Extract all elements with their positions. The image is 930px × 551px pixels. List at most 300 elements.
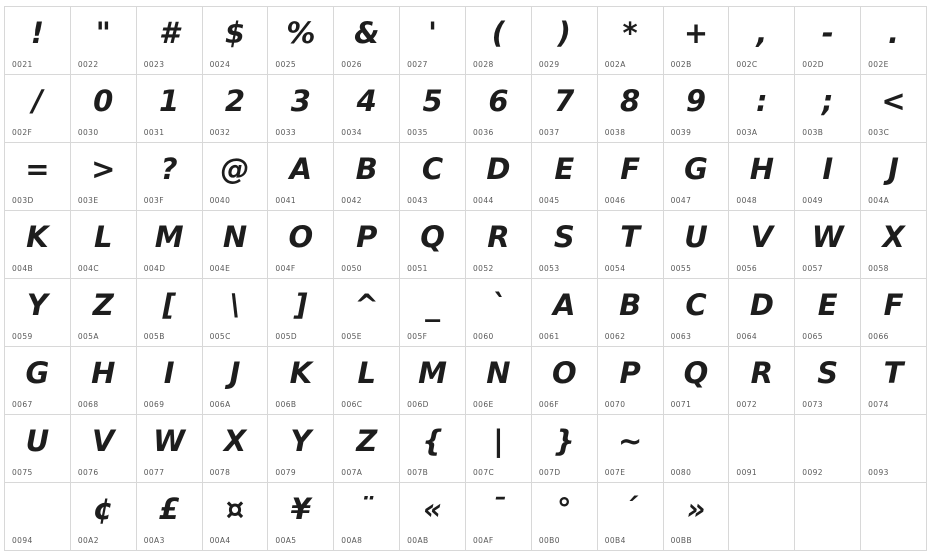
glyph-codepoint: 0031: [143, 128, 165, 137]
glyph-cell[interactable]: [71, 279, 137, 347]
glyph-cell[interactable]: [466, 415, 532, 483]
glyph-codepoint: 0051: [407, 264, 428, 273]
glyph-cell[interactable]: [334, 415, 400, 483]
glyph-cell[interactable]: [137, 347, 203, 415]
glyph-character: [861, 487, 926, 531]
glyph-cell[interactable]: [268, 279, 334, 347]
glyph-cell[interactable]: [795, 279, 861, 347]
glyph-character: |: [493, 424, 504, 458]
glyph-cell[interactable]: [334, 75, 400, 143]
glyph-character: Y: [26, 288, 48, 322]
glyph-codepoint: 0039: [670, 128, 692, 137]
glyph-codepoint: 0079: [275, 468, 297, 477]
glyph-cell[interactable]: [268, 415, 334, 483]
glyph-codepoint: 0036: [472, 128, 494, 137]
glyph-character: Y: [290, 424, 312, 458]
glyph-character: #: [159, 16, 180, 50]
glyph-codepoint: 0069: [143, 400, 165, 409]
glyph-cell[interactable]: [466, 143, 532, 211]
glyph-cell[interactable]: [137, 143, 203, 211]
glyph-character: L: [94, 220, 113, 254]
glyph-cell[interactable]: [795, 143, 861, 211]
glyph-codepoint: 00A4: [209, 536, 231, 545]
glyph-codepoint: 0053: [538, 264, 560, 273]
glyph-cell[interactable]: [466, 279, 532, 347]
glyph-character: B: [619, 288, 642, 322]
glyph-character: £: [159, 492, 180, 526]
glyph-cell[interactable]: [71, 143, 137, 211]
glyph-character: &: [354, 16, 380, 50]
glyph-character: 4: [356, 84, 377, 118]
glyph-character: ": [95, 16, 111, 50]
glyph-character: -: [821, 16, 834, 50]
glyph-codepoint: 00AB: [407, 536, 429, 545]
glyph-cell[interactable]: [400, 211, 466, 279]
glyph-cell[interactable]: [729, 143, 795, 211]
glyph-cell[interactable]: [861, 415, 927, 483]
glyph-cell[interactable]: [598, 279, 664, 347]
glyph-cell[interactable]: [400, 75, 466, 143]
glyph-character: O: [288, 220, 314, 254]
glyph-character: W: [153, 424, 186, 458]
glyph-codepoint: 00A8: [341, 536, 363, 545]
glyph-codepoint: 002F: [12, 128, 33, 137]
glyph-cell[interactable]: [400, 279, 466, 347]
glyph-character: P: [619, 356, 641, 390]
glyph-codepoint: 004E: [209, 264, 231, 273]
glyph-cell[interactable]: [729, 211, 795, 279]
glyph-character: ^: [354, 288, 379, 322]
glyph-character: K: [289, 356, 313, 390]
glyph-cell[interactable]: [400, 415, 466, 483]
glyph-character: P: [356, 220, 378, 254]
glyph-codepoint: 0076: [77, 468, 99, 477]
glyph-character: V: [92, 424, 115, 458]
glyph-codepoint: 00A5: [275, 536, 297, 545]
glyph-cell[interactable]: [664, 415, 730, 483]
glyph-character: G: [25, 356, 50, 390]
glyph-cell[interactable]: [466, 211, 532, 279]
glyph-codepoint: 002D: [802, 60, 824, 69]
glyph-cell[interactable]: [664, 483, 730, 551]
glyph-character: ): [557, 16, 571, 50]
glyph-codepoint: 0043: [407, 196, 428, 205]
glyph-codepoint: 003A: [736, 128, 758, 137]
glyph-codepoint: 0033: [275, 128, 297, 137]
glyph-cell[interactable]: [532, 347, 598, 415]
glyph-codepoint: 0049: [802, 196, 823, 205]
glyph-codepoint: 005D: [275, 332, 298, 341]
glyph-codepoint: 0094: [12, 536, 33, 545]
glyph-cell[interactable]: [71, 415, 137, 483]
glyph-cell[interactable]: [137, 75, 203, 143]
glyph-character: T: [883, 356, 904, 390]
glyph-cell[interactable]: [5, 279, 71, 347]
glyph-codepoint: 0062: [604, 332, 626, 341]
glyph-cell[interactable]: [71, 211, 137, 279]
glyph-cell[interactable]: [203, 415, 269, 483]
glyph-codepoint: 0077: [143, 468, 165, 477]
glyph-codepoint: 002E: [868, 60, 889, 69]
glyph-character: [795, 487, 860, 531]
glyph-character: Z: [356, 424, 378, 458]
glyph-character: ,: [756, 16, 768, 50]
glyph-cell[interactable]: [664, 7, 730, 75]
glyph-codepoint: 0064: [736, 332, 758, 341]
glyph-character: «: [423, 492, 442, 526]
glyph-cell[interactable]: [5, 75, 71, 143]
glyph-cell[interactable]: [598, 143, 664, 211]
glyph-cell[interactable]: [729, 347, 795, 415]
glyph-cell[interactable]: [268, 75, 334, 143]
glyph-cell[interactable]: [598, 211, 664, 279]
glyph-codepoint: 007A: [341, 468, 363, 477]
glyph-character: +: [683, 16, 709, 50]
glyph-cell[interactable]: [137, 7, 203, 75]
glyph-character: V: [750, 220, 774, 254]
glyph-cell[interactable]: [729, 279, 795, 347]
glyph-character: G: [684, 152, 708, 186]
glyph-character: [795, 419, 860, 463]
glyph-codepoint: 0092: [802, 468, 823, 477]
glyph-cell[interactable]: [400, 7, 466, 75]
glyph-character: X: [882, 220, 905, 254]
glyph-cell[interactable]: [795, 211, 861, 279]
glyph-character: <: [881, 84, 906, 118]
glyph-character: N: [486, 356, 511, 390]
glyph-character: Q: [420, 220, 445, 254]
glyph-codepoint: 0070: [604, 400, 626, 409]
glyph-cell[interactable]: [598, 75, 664, 143]
glyph-character: J: [888, 152, 899, 186]
glyph-codepoint: 006F: [538, 400, 560, 409]
glyph-cell[interactable]: [71, 347, 137, 415]
glyph-cell[interactable]: [268, 7, 334, 75]
glyph-cell[interactable]: [532, 7, 598, 75]
glyph-character: ¥: [290, 492, 311, 526]
glyph-codepoint: 004B: [12, 264, 34, 273]
glyph-character: ?: [160, 152, 178, 186]
glyph-character: F: [883, 288, 904, 322]
glyph-codepoint: 0066: [868, 332, 889, 341]
glyph-character: 1: [159, 84, 180, 118]
glyph-codepoint: 0080: [670, 468, 692, 477]
glyph-character: I: [822, 152, 834, 186]
glyph-codepoint: 0065: [802, 332, 823, 341]
glyph-cell[interactable]: [334, 211, 400, 279]
glyph-character: D: [486, 152, 511, 186]
glyph-cell[interactable]: [532, 75, 598, 143]
glyph-character: M: [154, 220, 184, 254]
glyph-cell[interactable]: [466, 75, 532, 143]
glyph-character: 5: [422, 84, 443, 118]
glyph-codepoint: 00A2: [77, 536, 99, 545]
glyph-cell[interactable]: [861, 75, 927, 143]
glyph-character: /: [32, 84, 43, 118]
glyph-character: 7: [554, 84, 575, 118]
glyph-cell[interactable]: [5, 415, 71, 483]
glyph-character: [5, 487, 70, 531]
glyph-codepoint: 0026: [341, 60, 362, 69]
glyph-character: .: [888, 16, 900, 50]
glyph-codepoint: 004D: [143, 264, 166, 273]
glyph-cell[interactable]: [334, 279, 400, 347]
glyph-codepoint: 0041: [275, 196, 297, 205]
glyph-cell-empty: [729, 483, 795, 551]
glyph-cell[interactable]: [664, 347, 730, 415]
glyph-cell[interactable]: [664, 75, 730, 143]
glyph-codepoint: 0054: [604, 264, 626, 273]
glyph-cell[interactable]: [334, 483, 400, 551]
glyph-codepoint: 006C: [341, 400, 363, 409]
glyph-cell[interactable]: [268, 483, 334, 551]
glyph-codepoint: 004F: [275, 264, 296, 273]
glyph-grid: [4, 6, 927, 551]
glyph-codepoint: 007E: [604, 468, 626, 477]
glyph-cell[interactable]: [664, 211, 730, 279]
glyph-character: K: [26, 220, 49, 254]
glyph-cell[interactable]: [5, 211, 71, 279]
glyph-cell[interactable]: [861, 143, 927, 211]
glyph-character: [861, 419, 926, 463]
glyph-codepoint: 00B0: [538, 536, 560, 545]
glyph-cell[interactable]: [268, 347, 334, 415]
glyph-cell[interactable]: [334, 347, 400, 415]
glyph-cell[interactable]: [203, 143, 269, 211]
glyph-codepoint: 0038: [604, 128, 626, 137]
glyph-character: 9: [685, 84, 707, 118]
glyph-character: }: [553, 424, 575, 458]
glyph-cell[interactable]: [137, 211, 203, 279]
glyph-cell[interactable]: [137, 483, 203, 551]
glyph-codepoint: 0037: [538, 128, 560, 137]
glyph-cell[interactable]: [334, 7, 400, 75]
glyph-codepoint: 0073: [802, 400, 823, 409]
glyph-cell[interactable]: [466, 7, 532, 75]
glyph-codepoint: 0060: [472, 332, 494, 341]
glyph-codepoint: 0071: [670, 400, 692, 409]
glyph-character: H: [749, 152, 774, 186]
glyph-cell[interactable]: [532, 415, 598, 483]
glyph-cell[interactable]: [664, 143, 730, 211]
glyph-character: °: [557, 492, 572, 526]
glyph-codepoint: 007B: [407, 468, 429, 477]
glyph-character: R: [487, 220, 510, 254]
glyph-cell[interactable]: [203, 75, 269, 143]
glyph-codepoint: 0046: [604, 196, 626, 205]
glyph-character: I: [163, 356, 175, 390]
glyph-character: [729, 487, 794, 531]
glyph-cell[interactable]: [729, 415, 795, 483]
glyph-codepoint: 0056: [736, 264, 758, 273]
glyph-character: ~: [617, 424, 643, 458]
glyph-cell[interactable]: [203, 347, 269, 415]
glyph-character: O: [551, 356, 577, 390]
glyph-codepoint: 00A3: [143, 536, 165, 545]
glyph-codepoint: 003F: [143, 196, 164, 205]
glyph-codepoint: 0057: [802, 264, 823, 273]
glyph-character: :: [756, 84, 768, 118]
glyph-codepoint: 0072: [736, 400, 758, 409]
glyph-cell[interactable]: [664, 279, 730, 347]
glyph-cell[interactable]: [5, 143, 71, 211]
glyph-character: ¤: [225, 492, 245, 526]
glyph-character: ]: [294, 288, 308, 322]
glyph-cell-empty: [861, 483, 927, 551]
glyph-cell[interactable]: [598, 7, 664, 75]
glyph-cell[interactable]: [861, 279, 927, 347]
glyph-character: `: [491, 288, 506, 322]
glyph-cell[interactable]: [5, 7, 71, 75]
glyph-codepoint: 003E: [77, 196, 99, 205]
glyph-cell[interactable]: [71, 483, 137, 551]
glyph-codepoint: 0024: [209, 60, 231, 69]
glyph-codepoint: 0022: [77, 60, 99, 69]
glyph-character: »: [686, 492, 706, 526]
glyph-character: C: [421, 152, 444, 186]
glyph-character: W: [811, 220, 844, 254]
glyph-codepoint: 006B: [275, 400, 297, 409]
glyph-codepoint: 00BB: [670, 536, 692, 545]
glyph-cell[interactable]: [795, 415, 861, 483]
glyph-cell[interactable]: [137, 279, 203, 347]
glyph-codepoint: 006E: [472, 400, 494, 409]
glyph-cell[interactable]: [795, 75, 861, 143]
glyph-codepoint: 0045: [538, 196, 560, 205]
glyph-codepoint: 0032: [209, 128, 231, 137]
glyph-codepoint: 002B: [670, 60, 692, 69]
glyph-character: ': [428, 16, 437, 50]
glyph-character: A: [553, 288, 576, 322]
glyph-codepoint: 0075: [12, 468, 33, 477]
glyph-codepoint: 0058: [868, 264, 889, 273]
glyph-cell[interactable]: [400, 143, 466, 211]
glyph-cell[interactable]: [532, 483, 598, 551]
glyph-character: H: [91, 356, 116, 390]
glyph-character: ¨: [359, 492, 374, 526]
glyph-character: E: [554, 152, 575, 186]
glyph-character: E: [817, 288, 838, 322]
glyph-cell[interactable]: [268, 143, 334, 211]
glyph-codepoint: 0021: [12, 60, 33, 69]
glyph-character: 6: [488, 84, 509, 118]
glyph-cell[interactable]: [400, 347, 466, 415]
glyph-codepoint: 0028: [472, 60, 494, 69]
glyph-character: D: [749, 288, 774, 322]
glyph-cell[interactable]: [795, 347, 861, 415]
glyph-character: *: [622, 16, 638, 50]
glyph-character: [729, 419, 794, 463]
glyph-cell[interactable]: [268, 211, 334, 279]
glyph-cell[interactable]: [203, 211, 269, 279]
glyph-character: %: [286, 16, 316, 50]
glyph-cell-empty: [795, 483, 861, 551]
glyph-codepoint: 0023: [143, 60, 165, 69]
glyph-cell[interactable]: [466, 347, 532, 415]
glyph-cell[interactable]: [729, 7, 795, 75]
glyph-character: 3: [290, 84, 311, 118]
glyph-character: Q: [683, 356, 709, 390]
glyph-codepoint: 0048: [736, 196, 758, 205]
glyph-codepoint: 0044: [472, 196, 494, 205]
glyph-character: A: [289, 152, 313, 186]
glyph-cell[interactable]: [598, 483, 664, 551]
glyph-cell[interactable]: [400, 483, 466, 551]
glyph-codepoint: 0034: [341, 128, 362, 137]
glyph-codepoint: 006A: [209, 400, 231, 409]
glyph-character: J: [229, 356, 241, 390]
glyph-codepoint: 0055: [670, 264, 692, 273]
glyph-cell[interactable]: [203, 7, 269, 75]
glyph-character: X: [223, 424, 247, 458]
glyph-codepoint: 0029: [538, 60, 560, 69]
glyph-cell[interactable]: [532, 143, 598, 211]
glyph-codepoint: 0059: [12, 332, 33, 341]
glyph-codepoint: 004A: [868, 196, 890, 205]
glyph-codepoint: 0061: [538, 332, 560, 341]
glyph-cell[interactable]: [532, 211, 598, 279]
glyph-cell[interactable]: [71, 75, 137, 143]
glyph-character: _: [425, 288, 440, 322]
glyph-cell[interactable]: [598, 347, 664, 415]
glyph-codepoint: 002A: [604, 60, 626, 69]
glyph-cell[interactable]: [5, 483, 71, 551]
glyph-codepoint: 003B: [802, 128, 824, 137]
glyph-cell[interactable]: [71, 7, 137, 75]
glyph-codepoint: 005F: [407, 332, 428, 341]
glyph-cell[interactable]: [598, 415, 664, 483]
glyph-character: @: [220, 152, 250, 186]
glyph-codepoint: 0035: [407, 128, 428, 137]
glyph-character: 2: [224, 84, 246, 118]
glyph-codepoint: 0067: [12, 400, 33, 409]
glyph-codepoint: 0042: [341, 196, 362, 205]
glyph-cell[interactable]: [861, 347, 927, 415]
glyph-codepoint: 003C: [868, 128, 890, 137]
glyph-codepoint: 0052: [472, 264, 494, 273]
glyph-cell[interactable]: [203, 279, 269, 347]
glyph-codepoint: 007D: [538, 468, 561, 477]
glyph-cell[interactable]: [729, 75, 795, 143]
glyph-cell[interactable]: [795, 7, 861, 75]
glyph-cell[interactable]: [203, 483, 269, 551]
glyph-codepoint: 0091: [736, 468, 758, 477]
glyph-codepoint: 0093: [868, 468, 889, 477]
glyph-cell[interactable]: [5, 347, 71, 415]
glyph-character: ´: [622, 492, 638, 526]
glyph-cell[interactable]: [466, 483, 532, 551]
glyph-character: F: [620, 152, 641, 186]
glyph-codepoint: 00B4: [604, 536, 626, 545]
glyph-codepoint: 0068: [77, 400, 99, 409]
glyph-codepoint: 005C: [209, 332, 231, 341]
glyph-codepoint: 0040: [209, 196, 231, 205]
glyph-character: $: [224, 16, 246, 50]
glyph-character: !: [30, 16, 45, 50]
glyph-codepoint: 0074: [868, 400, 889, 409]
glyph-character: ¢: [93, 492, 114, 526]
glyph-cell[interactable]: [532, 279, 598, 347]
glyph-codepoint: 0027: [407, 60, 428, 69]
glyph-cell[interactable]: [861, 7, 927, 75]
glyph-codepoint: 0050: [341, 264, 362, 273]
glyph-cell[interactable]: [334, 143, 400, 211]
glyph-character: T: [620, 220, 641, 254]
glyph-cell[interactable]: [861, 211, 927, 279]
glyph-character: [664, 419, 729, 463]
glyph-cell[interactable]: [137, 415, 203, 483]
glyph-character: S: [553, 220, 575, 254]
